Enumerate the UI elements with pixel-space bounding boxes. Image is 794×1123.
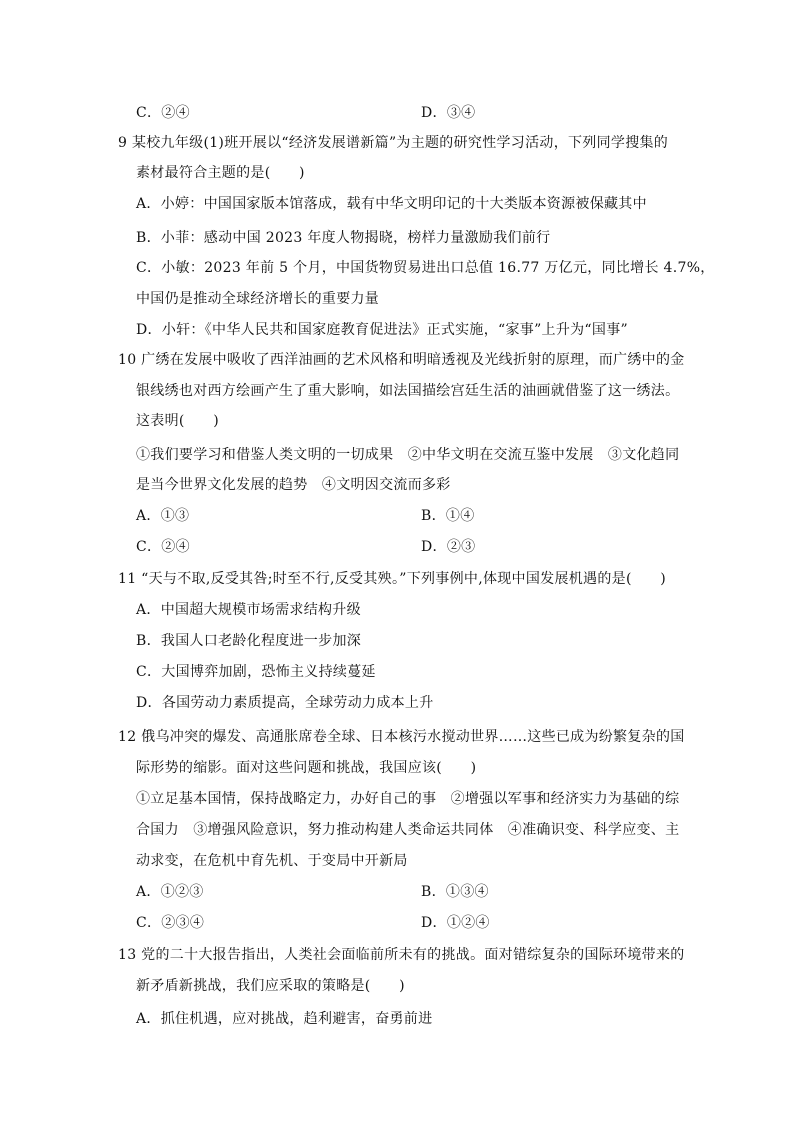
q13-option-a: A．抓住机遇，应对挑战，趋利避害，奋勇前进 bbox=[136, 1011, 433, 1027]
q8-option-c: C．②④ bbox=[136, 105, 190, 121]
q10-statements-line2: 是当今世界文化发展的趋势 ④文明因交流而多彩 bbox=[136, 477, 451, 493]
q10-option-b: B．①④ bbox=[421, 508, 475, 524]
q9-option-b: B．小菲：感动中国 2023 年度人物揭晓，榜样力量激励我们前行 bbox=[136, 230, 551, 246]
q11-option-b: B．我国人口老龄化程度进一步加深 bbox=[136, 633, 362, 649]
q12-option-c: C．②③④ bbox=[136, 915, 205, 931]
q11-option-d: D．各国劳动力素质提高，全球劳动力成本上升 bbox=[136, 695, 434, 711]
q12-stem-line2: 际形势的缩影。面对这些问题和挑战，我国应该( ) bbox=[136, 760, 477, 776]
q9-stem-line2: 素材最符合主题的是( ) bbox=[136, 165, 305, 181]
q11-option-c: C．大国博弈加剧，恐怖主义持续蔓延 bbox=[136, 664, 376, 680]
q13-stem-line1: 13 党的二十大报告指出，人类社会面临前所未有的挑战。面对错综复杂的国际环境带来的 bbox=[118, 947, 685, 963]
q10-option-d: D．②③ bbox=[421, 539, 476, 555]
q10-stem-line1: 10 广绣在发展中吸收了西洋油画的艺术风格和明暗透视及光线折射的原理，而广绣中的金 bbox=[118, 352, 685, 368]
q12-stem-line1: 12 俄乌冲突的爆发、高通胀席卷全球、日本核污水搅动世界……这些已成为纷繁复杂的国 bbox=[118, 729, 685, 745]
q10-stem-line3: 这表明( ) bbox=[136, 413, 220, 429]
q10-option-a: A．①③ bbox=[136, 508, 190, 524]
q9-option-c-line2: 中国仍是推动全球经济增长的重要力量 bbox=[136, 291, 380, 307]
q9-option-d: D．小轩：《中华人民共和国家庭教育促进法》正式实施，“家事”上升为“国事” bbox=[136, 322, 628, 338]
q10-stem-line2: 银线绣也对西方绘画产生了重大影响，如法国描绘宫廷生活的油画就借鉴了这一绣法。 bbox=[136, 383, 680, 399]
q12-option-b: B．①③④ bbox=[421, 884, 489, 900]
q13-stem-line2: 新矛盾新挑战，我们应采取的策略是( ) bbox=[136, 978, 405, 994]
q8-option-d: D．③④ bbox=[421, 105, 476, 121]
q12-statements-line2: 合国力 ③增强风险意识，努力推动构建人类命运共同体 ④准确识变、科学应变、主 bbox=[136, 822, 680, 838]
q9-stem-line1: 9 某校九年级(1)班开展以“经济发展谱新篇”为主题的研究性学习活动，下列同学搜集的 bbox=[118, 135, 669, 151]
q11-option-a: A．中国超大规模市场需求结构升级 bbox=[136, 602, 361, 618]
q12-option-a: A．①②③ bbox=[136, 884, 204, 900]
q9-option-a: A．小婷：中国国家版本馆落成，载有中华文明印记的十大类版本资源被保藏其中 bbox=[136, 196, 647, 212]
q9-option-c-line1: C．小敏：2023 年前 5 个月，中国货物贸易进出口总值 16.77 万亿元，同比增长 4.7%， bbox=[136, 260, 715, 276]
q10-statements-line1: ①我们要学习和借鉴人类文明的一切成果 ②中华文明在交流互鉴中发展 ③文化趋同 bbox=[136, 447, 680, 463]
q10-option-c: C．②④ bbox=[136, 539, 190, 555]
q11-stem: 11 “天与不取,反受其咎;时至不行,反受其殃。”下列事例中,体现中国发展机遇的是( ) bbox=[118, 571, 667, 587]
q12-statements-line3: 动求变，在危机中育先机、于变局中开新局 bbox=[136, 853, 408, 869]
q12-option-d: D．①②④ bbox=[421, 915, 490, 931]
q12-statements-line1: ①立足基本国情，保持战略定力，办好自己的事 ②增强以军事和经济实力为基础的综 bbox=[136, 791, 680, 807]
